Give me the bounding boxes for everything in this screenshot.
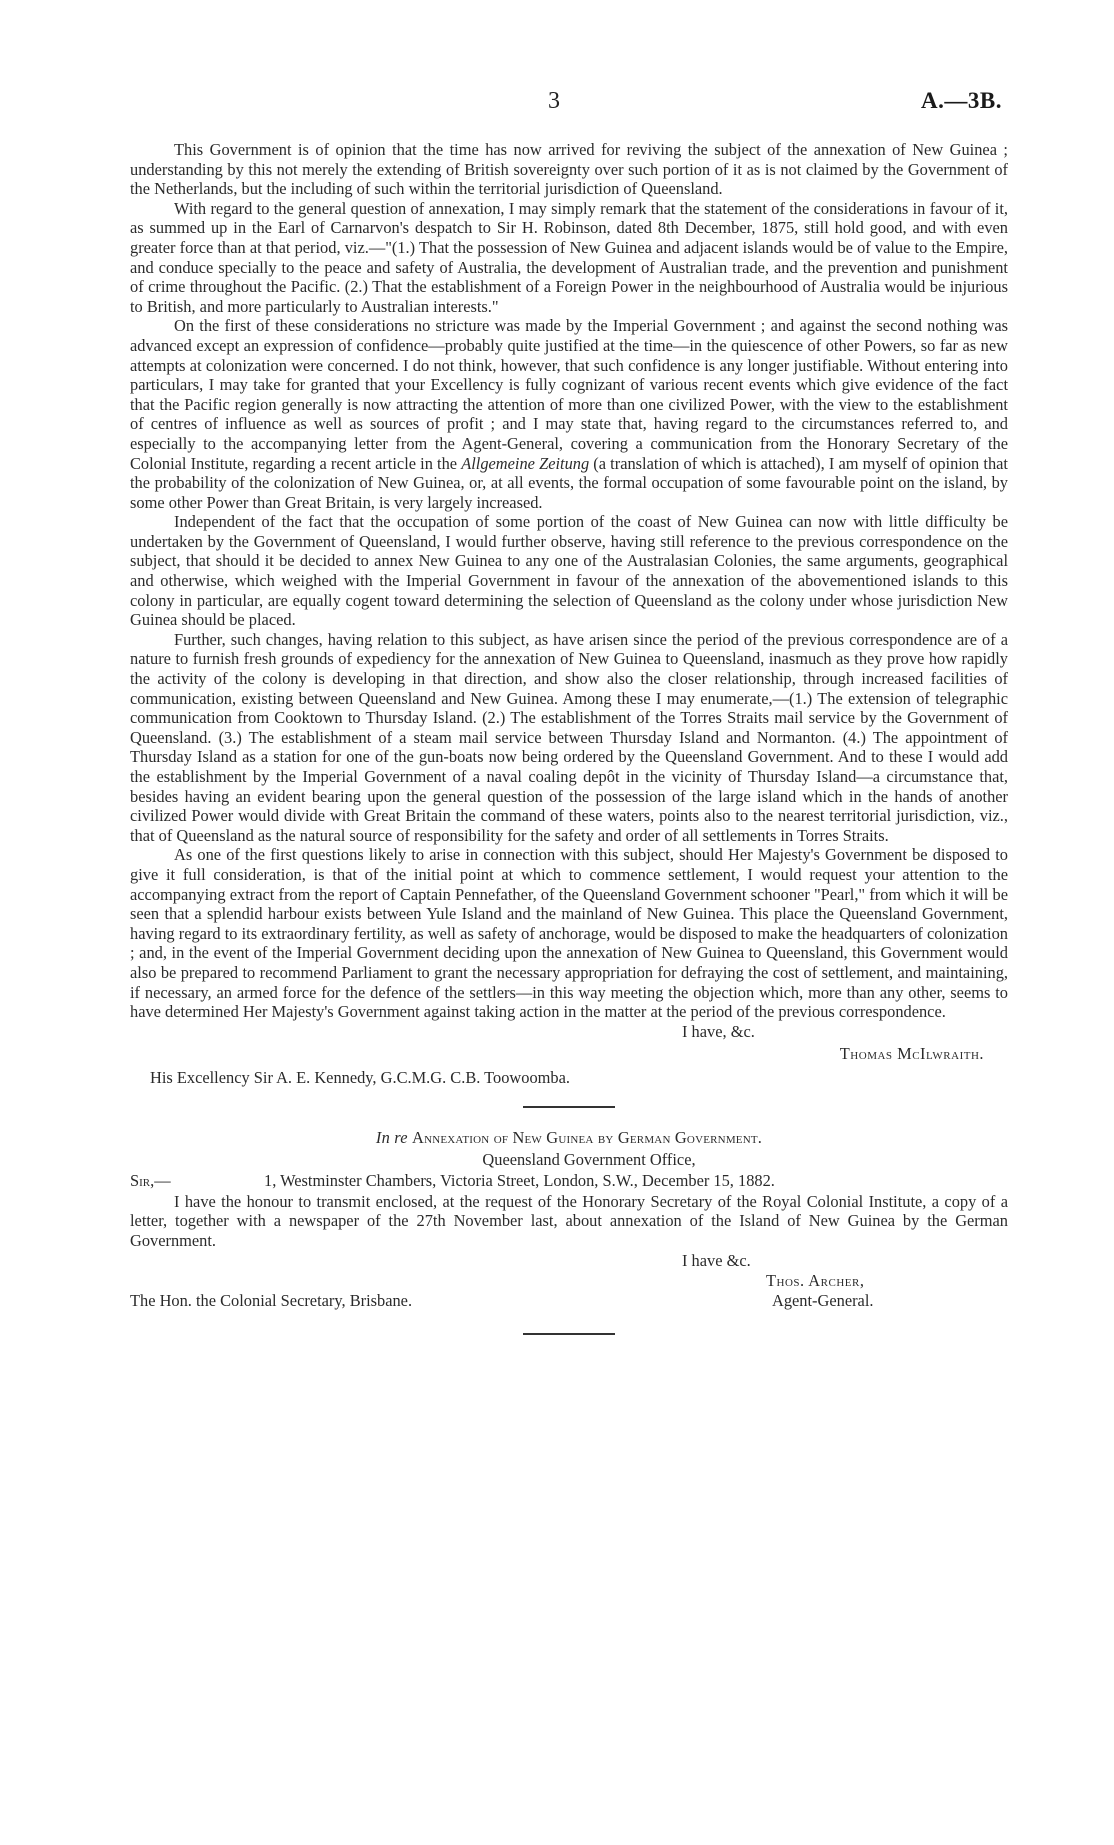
letter2-salutation-row: [130, 1171, 1008, 1192]
letter1-paragraph: Independent of the fact that the occupation of some portion of the coast of New Guinea can now with little difficulty be undertaken by the Government of Queensland, I would further observe, having still reference to the previous correspondence on the subject, that should it be decided to annex New Guinea to any one of the Australasian Colonies, the same arguments, geographical and otherwise, which weighed with the Imperial Government in favour of the annexation of the abovementioned islands to this colony in particular, are equally cogent toward determining the selection of Queensland as the colony under whose jurisdiction New Guinea should be placed.: [130, 512, 1008, 630]
document-reference: A.—3B.: [921, 88, 1002, 113]
letter2-signer: Thos. Archer,: [766, 1270, 865, 1290]
letter1-paragraph: On the first of these considerations no stricture was made by the Imperial Government ; and against the second nothing was advanced except an expression of confidence—probably quite justified at the time—in the quiescence of other Powers, so far as new attempts at colonization were concerned. I do not think, however, that such confidence is any longer justifiable. Without entering into particulars, I may take for granted that your Excellency is fully cognizant of various recent events which give evidence of the fact that the Pacific region generally is now attracting the attention of more than one civilized Power, with the view to the establishment of centres of influence as well as sources of profit ; and I may state that, having regard to the circumstances referred to, and especially to the accompanying letter from the Agent-General, covering a communication from the Honorary Secretary of the Colonial Institute, regarding a recent article in the Allgemeine Zeitung (a translation of which is attached), I am myself of opinion that the probability of the colonization of New Guinea, or, at all events, the formal occupation of some favourable point on the island, by some other Power than Great Britain, is very largely increased.: [130, 316, 1008, 512]
page-number: 3: [548, 88, 560, 114]
section-divider: [523, 1333, 615, 1335]
document-body: [130, 140, 1008, 1335]
newspaper-title: Allgemeine Zeitung: [461, 453, 590, 473]
page-header: [0, 88, 1114, 124]
letter1-paragraph: Further, such changes, having relation to this subject, as have arisen since the period of the previous correspondence are of a nature to furnish fresh grounds of expediency for the annexation of New Guinea to Queensland, inasmuch as they prove how rapidly the activity of the colony is developing in that direction, and show also the closer relationship, through increased facilities of communication, existing between Queensland and New Guinea. Among these I may enumerate,—(1.) The extension of telegraphic communication from Cooktown to Thursday Island. (2.) The establishment of the Torres Straits mail service by the Government of Queensland. (3.) The establishment of a steam mail service between Thursday Island and Normanton. (4.) The appointment of Thursday Island as a station for one of the gun-boats now being ordered by the Queensland Government. And to these I would add the establishment by the Imperial Government of a naval coaling depôt in the vicinity of Thursday Island—a circumstance that, besides having an evident bearing upon the general question of the possession of the large island which in the hands of another civilized Power would divide with Great Britain the command of these waters, points also to the nearest territorial jurisdiction, viz., that of Queensland as the natural source of responsibility for the safety and order of all settlements in Torres Straits.: [130, 629, 1008, 845]
letter2-address: 1, Westminster Chambers, Victoria Street, London, S.W., December 15, 1882.: [264, 1170, 775, 1190]
letter1-paragraph: As one of the first questions likely to arise in connection with this subject, should Her Majesty's Government be disposed to give it full consideration, is that of the initial point at which to commence settlement, I would request your attention to the accompanying extract from the report of Captain Pennefather, of the Queensland Government schooner "Pearl," from which it will be seen that a splendid harbour exists between Yule Island and the mainland of New Guinea. This place the Queensland Government, having regard to its extraordinary fertility, as well as safety of anchorage, would be disposed to make the headquarters of colonization ; and, in the event of the Imperial Government deciding upon the annexation of New Guinea to Queensland, this Government would also be prepared to recommend Parliament to grant the necessary appropriation for defraying the cost of settlement, and maintaining, if necessary, an armed force for the defence of the settlers—in this way meeting the objection which, more than any other, seems to have determined Her Majesty's Government against taking action in the matter at the period of the previous correspondence.: [130, 845, 1008, 1022]
section-divider: [523, 1106, 615, 1108]
letter2-salutation: Sir,—: [130, 1170, 171, 1190]
letter2-closing: I have &c.: [682, 1250, 751, 1270]
letter1-signer: Thomas McIlwraith.: [839, 1043, 984, 1063]
letter1-paragraph: With regard to the general question of annexation, I may simply remark that the statement of the considerations in favour of it, as summed up in the Earl of Carnarvon's despatch to Sir H. Robinson, dated 8th December, 1875, still hold good, and with even greater force than at that period, viz.—"(1.) That the possession of New Guinea and adjacent islands would be of value to the Empire, and conduce specially to the peace and safety of Australia, the development of Australian trade, and the prevention and punishment of crime throughout the Pacific. (2.) That the establishment of a Foreign Power in the neighbourhood of Australia would be injurious to British, and more particularly to Australian interests.": [130, 198, 1008, 316]
letter2-paragraph: I have the honour to transmit enclosed, at the request of the Honorary Secretary of the Royal Colonial Institute, a copy of a letter, together with a newspaper of the 27th November last, about annexation of the Island of New Guinea by the German Government.: [130, 1191, 1008, 1250]
letter2-recipient: The Hon. the Colonial Secretary, Brisbane.: [130, 1290, 413, 1310]
letter2-signoff: [130, 1251, 1008, 1313]
letter1-closing: I have, &c.: [682, 1021, 755, 1041]
letter2-title-text: Annexation of New Guinea by German Government.: [412, 1127, 763, 1147]
letter2-signer-title: Agent-General.: [772, 1290, 874, 1310]
letter1-signoff: [130, 1022, 1008, 1066]
letter2-title-prefix: In re: [375, 1127, 408, 1147]
letter1-paragraph: This Government is of opinion that the time has now arrived for reviving the subject of the annexation of New Guinea ; understanding by this not merely the extending of British sovereignty over such portion of it as is not claimed by the Government of the Netherlands, but the including of such within the territorial jurisdiction of Queensland.: [130, 140, 1008, 199]
letter2-office: Queensland Government Office,: [482, 1149, 696, 1169]
letter2-title: [130, 1128, 1008, 1150]
letter1-addressee: His Excellency Sir A. E. Kennedy, G.C.M.G. C.B. Toowoomba.: [150, 1067, 570, 1087]
